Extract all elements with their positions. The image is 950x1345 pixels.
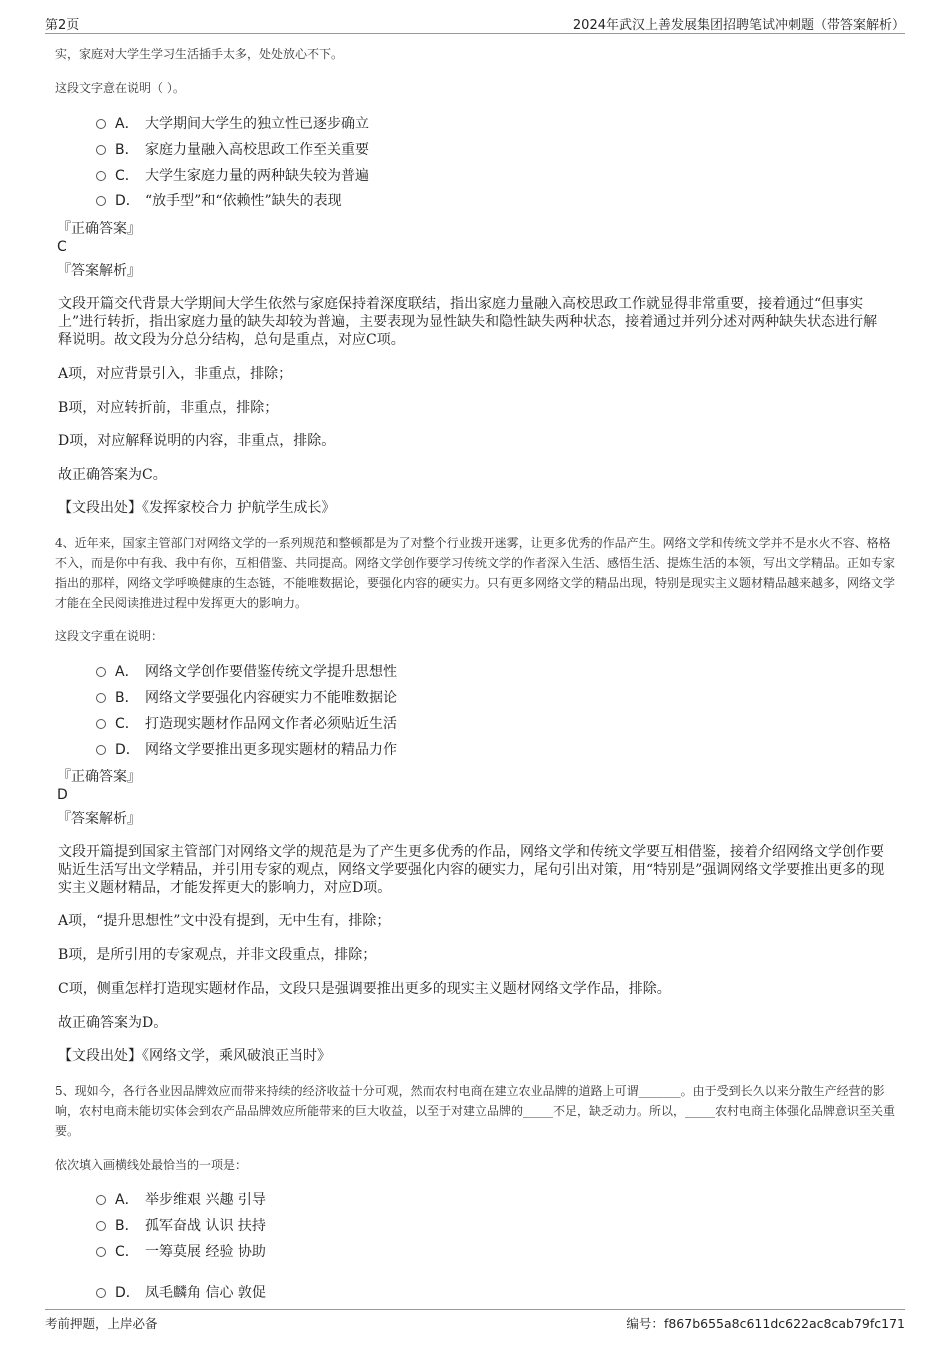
q4-passage: 4、近年来，国家主管部门对网络文学的一系列规范和整顿都是为了对整个行业拨开迷雾，让更多优秀的作品产生。网络文学和传统文学并不是水火不容、格格不入，而是你中有我、我中有你，互相借鉴、共同提高。网络文学创作要学习传统文学的作者深入生活、感悟生活、提炼生活的本领，写出文学精品。正如专家指出的那样，网络文学呼唤健康的生态链，不能唯数据论，要强化内容的硬实力。只有更多网络文学的精品出现，特别是现实主义题材精品越来越多，网络文学才能在全民阅读推进过程中发挥更大的影响力。 (55, 536, 896, 610)
radio-button[interactable] (96, 693, 106, 703)
q3-analysis-line: D项，对应解释说明的内容，非重点，排除。 (58, 433, 336, 449)
q4-analysis-line: C项，侧重怎样打造现实题材作品，文段只是强调要推出更多的现实主义题材网络文学作品，排除。 (58, 981, 671, 997)
radio-button[interactable] (96, 745, 106, 755)
radio-button[interactable] (96, 667, 106, 677)
q5-option-d[interactable]: D． 凤毛麟角 信心 敦促 (96, 1282, 266, 1304)
q3-analysis-line: B项，对应转折前，非重点，排除； (58, 400, 279, 416)
q3-prompt: 这段文字意在说明（ ）。 (55, 81, 185, 95)
q3-source: 【文段出处】《发挥家校合力 护航学生成长》 (58, 500, 336, 516)
q3-answer-label: 『正确答案』 (57, 221, 141, 237)
q4-answer: D (57, 787, 68, 803)
radio-button[interactable] (96, 196, 106, 206)
q4-option-d[interactable]: D． 网络文学要推出更多现实题材的精品力作 (96, 739, 397, 761)
q4-analysis: 文段开篇提到国家主管部门对网络文学的规范是为了产生更多优秀的作品，网络文学和传统文学要互相借鉴，接着介绍网络文学创作要贴近生活写出文学精品，并引用专家的观点，网络文学要强化内容的硬实力，尾句引出对策，用“特别是”强调网络文学要推出更多的现实主义题材精品，才能发挥更大的影响力，对应D项。 (58, 844, 885, 896)
q4-option-c[interactable]: C． 打造现实题材作品网文作者必须贴近生活 (96, 713, 397, 735)
q3-option-d[interactable]: D． “放手型”和“依赖性”缺失的表现 (96, 190, 342, 212)
page-header (45, 12, 905, 34)
radio-button[interactable] (96, 719, 106, 729)
radio-button[interactable] (96, 119, 106, 129)
q4-analysis-line: B项，是所引用的专家观点，并非文段重点，排除； (58, 947, 377, 963)
q3-analysis-line: A项，对应背景引入，非重点，排除； (58, 366, 293, 382)
radio-button[interactable] (96, 145, 106, 155)
q4-prompt: 这段文字重在说明： (55, 629, 164, 643)
document-title: 2024年武汉上善发展集团招聘笔试冲刺题（带答案解析） (572, 18, 905, 33)
q3-analysis: 文段开篇交代背景大学期间大学生依然与家庭保持着深度联结，指出家庭力量融入高校思政工作就显得非常重要，接着通过“但事实上”进行转折，指出家庭力量的缺失却较为普遍，主要表现为显性缺失和隐性缺失两种状态，接着通过并列分述对两种缺失状态进行解释说明。故文段为分总分结构，总句是重点，对应C项。 (58, 296, 878, 348)
radio-button[interactable] (96, 1195, 106, 1205)
q3-option-c[interactable]: C． 大学生家庭力量的两种缺失较为普遍 (96, 165, 369, 187)
q4-analysis-line: A项，“提升思想性”文中没有提到，无中生有，排除； (58, 913, 391, 929)
page-number: 第2页 (45, 18, 80, 33)
q4-answer-label: 『正确答案』 (57, 769, 141, 785)
radio-button[interactable] (96, 1221, 106, 1231)
radio-button[interactable] (96, 171, 106, 181)
q5-option-c[interactable]: C． 一筹莫展 经验 协助 (96, 1241, 266, 1263)
q4-source: 【文段出处】《网络文学，乘风破浪正当时》 (58, 1048, 331, 1064)
q4-option-a[interactable]: A． 网络文学创作要借鉴传统文学提升思想性 (96, 661, 397, 683)
document-code: 编号：f867b655a8c611dc622ac8cab79fc171 (626, 1316, 905, 1331)
q3-option-a[interactable]: A． 大学期间大学生的独立性已逐步确立 (96, 113, 369, 135)
q4-conclusion: 故正确答案为D。 (58, 1015, 168, 1031)
q5-passage: 5、现如今，各行各业因品牌效应而带来持续的经济收益十分可观，然而农村电商在建立农业品牌的道路上可谓_______。由于受到长久以来分散生产经营的影响，农村电商未能切实体会到农产品品牌效应所能带来的巨大收益，以至于对建立品牌的_____不足，缺乏动力。所以，_____农村电商主体强化品牌意识至关重要。 (55, 1084, 896, 1138)
q5-prompt: 依次填入画横线处最恰当的一项是： (55, 1158, 248, 1172)
q5-option-a[interactable]: A． 举步维艰 兴趣 引导 (96, 1189, 266, 1211)
q4-analysis-label: 『答案解析』 (57, 811, 141, 827)
q3-option-b[interactable]: B． 家庭力量融入高校思政工作至关重要 (96, 139, 369, 161)
passage-continuation: 实，家庭对大学生学习生活插手太多，处处放心不下。 (55, 47, 344, 61)
q5-option-b[interactable]: B． 孤军奋战 认识 扶持 (96, 1215, 266, 1237)
q3-answer: C (57, 239, 67, 255)
footer-slogan: 考前押题，上岸必备 (45, 1316, 158, 1331)
q3-conclusion: 故正确答案为C。 (58, 467, 167, 483)
page-footer (45, 1309, 905, 1333)
q3-analysis-label: 『答案解析』 (57, 263, 141, 279)
radio-button[interactable] (96, 1247, 106, 1257)
q4-option-b[interactable]: B． 网络文学要强化内容硬实力不能唯数据论 (96, 687, 397, 709)
radio-button[interactable] (96, 1288, 106, 1298)
